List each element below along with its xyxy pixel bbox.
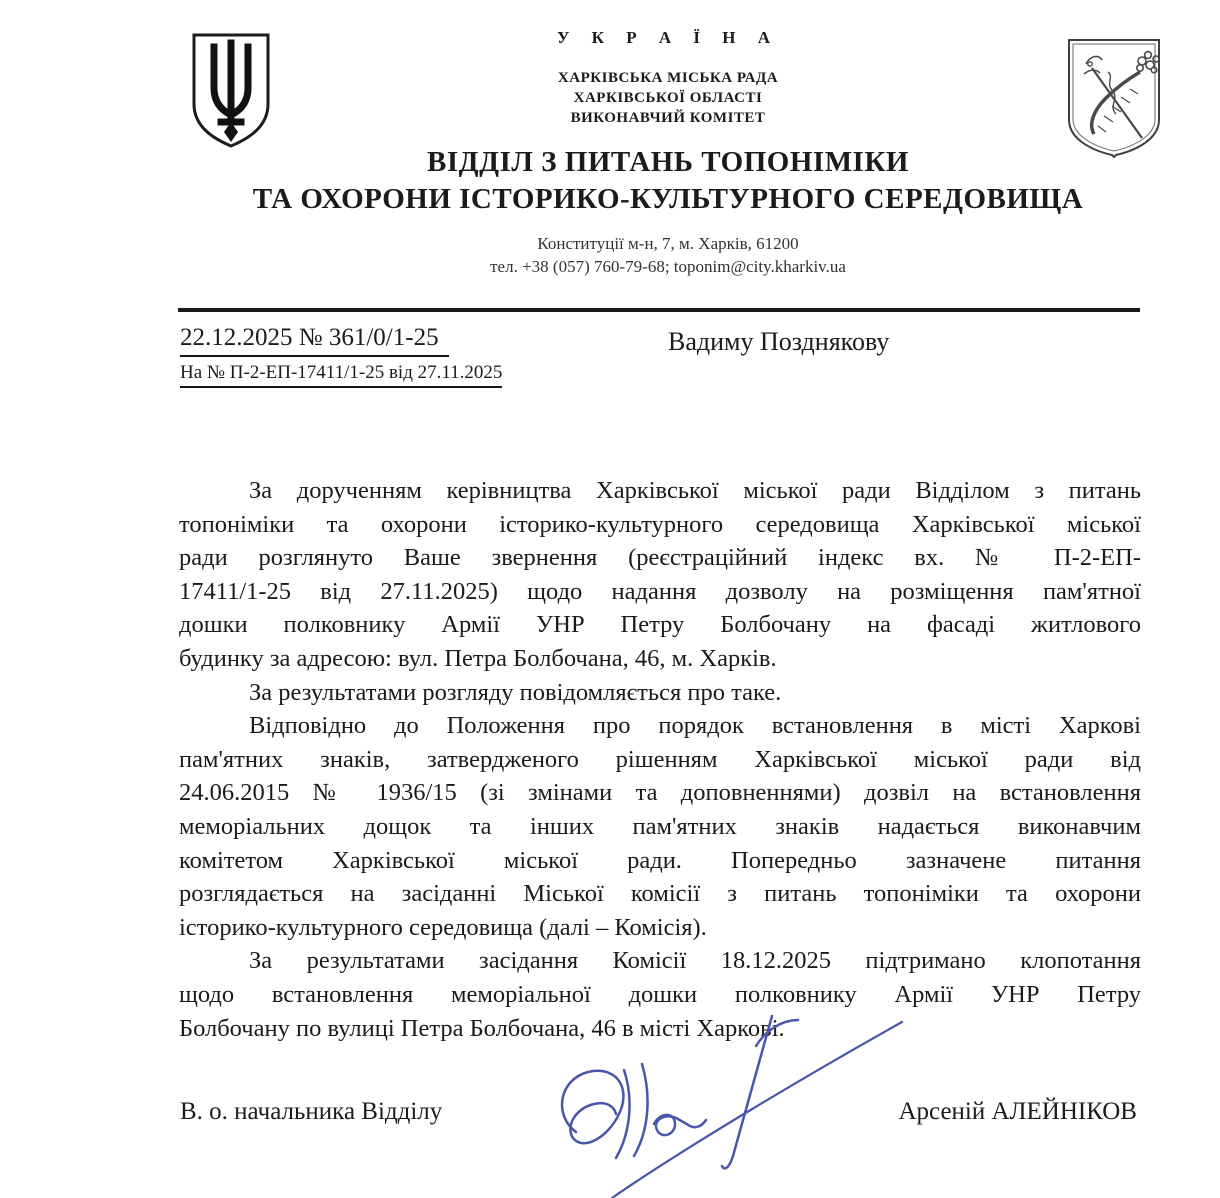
phone-email-line: тел. +38 (057) 760-79-68; toponim@city.kharkiv.ua bbox=[490, 257, 846, 276]
body-line: пам'ятних знаків, затвердженого рішенням Харківської міської ради від bbox=[179, 745, 1141, 773]
org-line-1: ХАРКІВСЬКА МІСЬКА РАДА bbox=[557, 70, 779, 86]
letterhead bbox=[140, 28, 1196, 278]
body-line: Болбочану по вулиці Петра Болбочана, 46 в місті Харкові. bbox=[179, 1014, 785, 1042]
body-line: 17411/1-25 від 27.11.2025) щодо надання дозволу на розміщення пам'ятної bbox=[179, 577, 1141, 605]
signer-name: Арсеній АЛЕЙНІКОВ bbox=[898, 1098, 1137, 1125]
addressee-name: Вадиму Позднякову bbox=[668, 327, 890, 356]
body-line: розглядається на засіданні Міської комісії з питань топоніміки та охорони bbox=[179, 880, 1141, 908]
body-line: топоніміки та охорони історико-культурного середовища Харківської міської bbox=[179, 510, 1141, 538]
reference-block bbox=[180, 324, 502, 388]
body-line: За результатами засідання Комісії 18.12.2025 підтримано клопотання bbox=[249, 947, 1141, 975]
org-line-3: ВИКОНАВЧИЙ КОМІТЕТ bbox=[570, 110, 766, 126]
body-line: щодо встановлення меморіальної дошки полковнику Армії УНР Петру bbox=[179, 980, 1141, 1008]
body-line: 24.06.2015 № 1936/15 (зі змінами та доповненнями) дозвіл на встановлення bbox=[179, 779, 1141, 807]
department-title bbox=[140, 144, 1196, 218]
department-line-1: ВІДДІЛ З ПИТАНЬ ТОПОНІМІКИ bbox=[427, 146, 909, 178]
contact-block bbox=[140, 232, 1196, 278]
department-line-2: ТА ОХОРОНИ ІСТОРИКО-КУЛЬТУРНОГО СЕРЕДОВИЩА bbox=[252, 183, 1084, 215]
body-line: історико-культурного середовища (далі – Комісія). bbox=[179, 913, 707, 941]
body-line: За результатами розгляду повідомляється про таке. bbox=[249, 678, 782, 706]
country-title: У К Р А Ї Н А bbox=[556, 28, 780, 47]
body-line: Відповідно до Положення про порядок встановлення в місті Харкові bbox=[249, 712, 1141, 740]
org-line-2: ХАРКІВСЬКОЇ ОБЛАСТІ bbox=[573, 90, 763, 106]
letterhead-divider-rule bbox=[178, 308, 1140, 312]
incoming-ref-number: На № П-2-ЕП-17411/1-25 від 27.11.2025 bbox=[180, 362, 502, 388]
outgoing-ref-number: 22.12.2025 № 361/0/1-25 bbox=[180, 324, 449, 357]
body-line: комітетом Харківської міської ради. Попередньо зазначене питання bbox=[179, 846, 1141, 874]
body-line: будинку за адресою: вул. Петра Болбочана, 46, м. Харків. bbox=[179, 644, 777, 672]
postal-address: Конституції м-н, 7, м. Харків, 61200 bbox=[537, 234, 799, 253]
body-line: ради розглянуто Ваше звернення (реєстраційний індекс вх. № П-2-ЕП- bbox=[179, 544, 1141, 572]
body-line: дошки полковнику Армії УНР Петру Болбочану на фасаді житлового bbox=[179, 611, 1141, 639]
body-line: За дорученням керівництва Харківської міської ради Відділом з питань bbox=[249, 477, 1141, 504]
signer-position: В. о. начальника Відділу bbox=[180, 1098, 443, 1125]
letter-body bbox=[179, 474, 1141, 1045]
body-line: меморіальних дощок та інших пам'ятних знаків надається виконавчим bbox=[179, 812, 1141, 840]
